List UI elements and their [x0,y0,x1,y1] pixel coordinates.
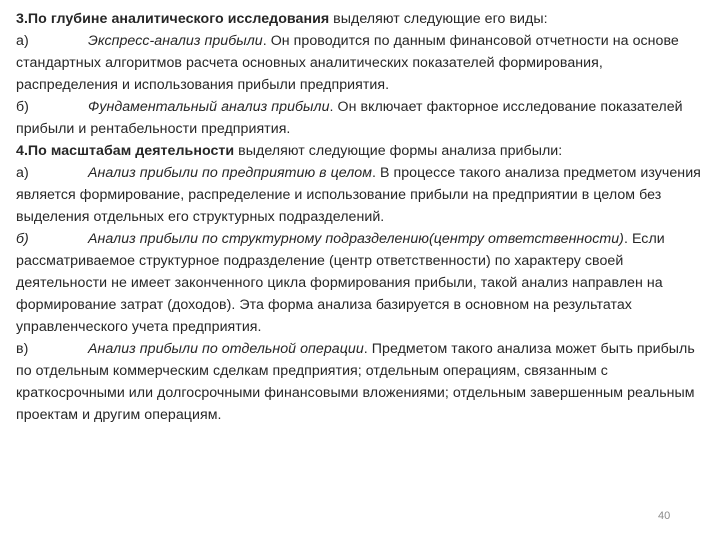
item-text: . В процессе такого анализа предметом изучения является формирование, распределение и использование прибыли на предприятии в целом без выделения отдельных его структурных подразделений. [16,165,701,225]
item-marker: б) [16,231,29,247]
item-text: . Он включает факторное исследование показателей прибыли и рентабельности предприятия. [16,99,683,137]
section-4-item-b [16,228,706,338]
section-3-heading: 3.По глубине аналитического исследования [16,11,330,27]
section-3-item-b [16,96,706,140]
section-3-paragraph [16,8,706,30]
item-marker: в) [16,341,29,357]
item-term: Анализ прибыли по отдельной операции [88,341,364,357]
item-term: Фундаментальный анализ прибыли [88,99,330,115]
item-text: . Предметом такого анализа может быть прибыль по отдельным коммерческим сделкам предприятия; отдельным операциям, связанным с краткосрочными или долгосрочными финансовыми вложениями; отдельным завершенным реальным проектам и другим операциям. [16,341,695,423]
slide-text-body [16,8,706,426]
item-term: Анализ прибыли по структурному подразделению(центру ответственности) [88,231,624,247]
section-4-heading: 4.По масштабам деятельности [16,143,235,159]
item-marker: а) [16,165,29,181]
section-3-item-a [16,30,706,96]
page-number: 40 [658,510,671,522]
section-4-item-a [16,162,706,228]
item-marker: б) [16,99,29,115]
section-3-intro: выделяют следующие его виды: [329,11,548,27]
section-4-item-c [16,338,706,426]
item-marker: а) [16,33,29,49]
section-4-paragraph [16,140,706,162]
item-text: . Он проводится по данным финансовой отчетности на основе стандартных алгоритмов расчета основных аналитических показателей формирования, распределения и использования прибыли предприятия. [16,33,679,93]
item-term: Анализ прибыли по предприятию в целом [88,165,373,181]
item-text: . Если рассматриваемое структурное подразделение (центр ответственности) по характеру своей деятельности не имеет законченного цикла формирования прибыли, такой анализ направлен на формирование затрат (доходов). Эта форма анализа базируется в основном на результатах управленческого учета предприятия. [16,231,665,335]
section-4-intro: выделяют следующие формы анализа прибыли: [234,143,563,159]
item-term: Экспресс-анализ прибыли [88,33,263,49]
